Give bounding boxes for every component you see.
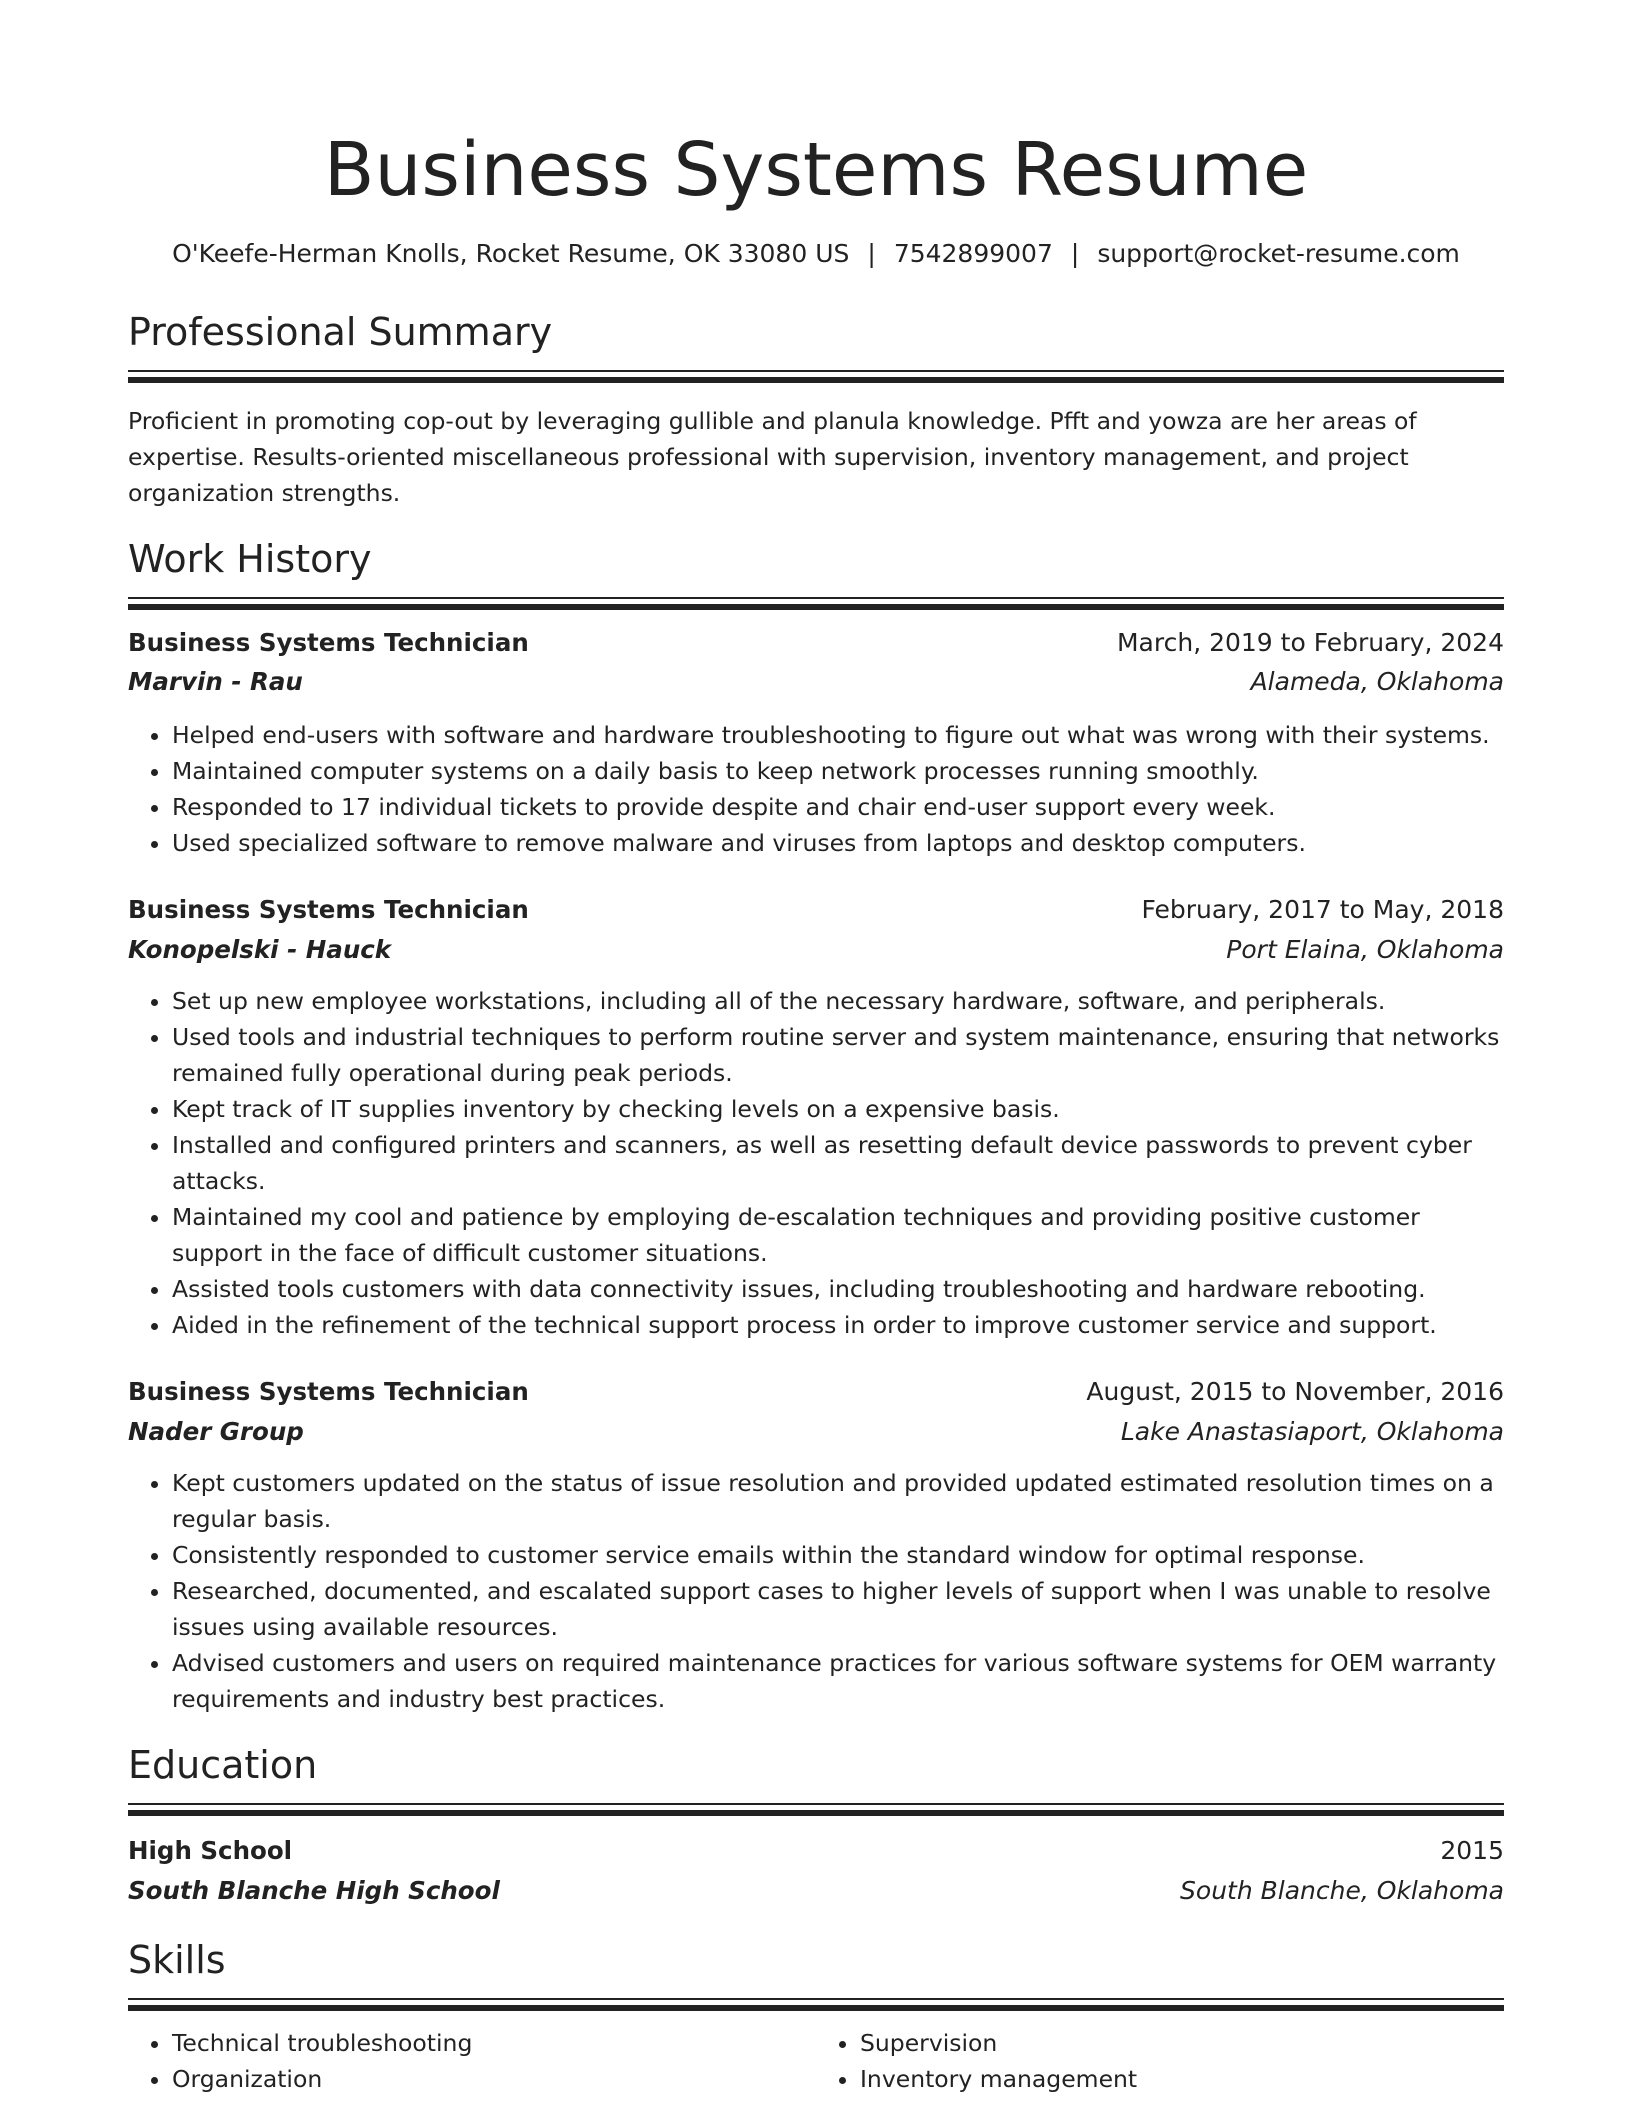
resume-page [128, 0, 1504, 2097]
contact-separator: | [1070, 239, 1080, 268]
list-item: • Responded to 17 individual tickets to provide despite and chair end-user support every week. [172, 789, 1504, 825]
job-company: Konopelski - Hauck [128, 935, 392, 964]
job-header-row [128, 1373, 1504, 1411]
summary-text: Proficient in promoting cop-out by leveraging gullible and planula knowledge. Pfft and yowza are her areas of expertise. Results-oriented miscellaneous professional with supervision, inventory management, and project organization strengths. [128, 407, 1417, 507]
list-item: • Aided in the refinement of the technical support process in order to improve customer service and support. [172, 1307, 1504, 1343]
section-rule [128, 370, 1504, 383]
job-entry [128, 624, 1504, 861]
contact-address: O'Keefe-Herman Knolls, Rocket Resume, OK 33080 US [172, 239, 850, 268]
education-year: 2015 [1440, 1836, 1504, 1865]
contact-email: support@rocket-resume.com [1097, 239, 1460, 268]
list-item: • Supervision [860, 2025, 1504, 2061]
list-item: • Maintained computer systems on a daily basis to keep network processes running smoothly. [172, 753, 1504, 789]
list-item: • Advised customers and users on required maintenance practices for various software systems for OEM warranty requirements and industry best practices. [172, 1645, 1504, 1717]
job-header-row [128, 891, 1504, 929]
education-header-row [128, 1832, 1504, 1870]
list-item: • Set up new employee workstations, including all of the necessary hardware, software, and peripherals. [172, 983, 1504, 1019]
resume-title: Business Systems Resume [323, 127, 1309, 213]
list-item: • Technical troubleshooting [172, 2025, 816, 2061]
job-bullets [128, 983, 1504, 1343]
list-item: • Kept customers updated on the status of issue resolution and provided updated estimated resolution times on a regular basis. [172, 1465, 1504, 1537]
skills-list-right [816, 2025, 1504, 2097]
work-history-section [128, 535, 1504, 1717]
job-title: Business Systems Technician [128, 628, 529, 657]
job-location: Alameda, Oklahoma [1250, 667, 1504, 696]
section-heading-education: Education [128, 1743, 318, 1787]
contact-line [128, 238, 1504, 270]
list-item: • Organization [172, 2061, 816, 2097]
contact-phone: 7542899007 [893, 239, 1053, 268]
job-company: Nader Group [128, 1417, 304, 1446]
skills-columns [128, 2025, 1504, 2097]
section-rule [128, 1998, 1504, 2011]
list-item: • Consistently responded to customer service emails within the standard window for optimal response. [172, 1537, 1504, 1573]
section-rule [128, 597, 1504, 610]
list-item: • Maintained my cool and patience by employing de-escalation techniques and providing positive customer support in the face of difficult customer situations. [172, 1199, 1504, 1271]
summary-section [128, 308, 1504, 511]
job-title: Business Systems Technician [128, 895, 529, 924]
job-dates: February, 2017 to May, 2018 [1141, 895, 1504, 924]
list-item: • Helped end-users with software and hardware troubleshooting to figure out what was wrong with their systems. [172, 717, 1504, 753]
job-company-row [128, 931, 1504, 969]
section-heading-summary: Professional Summary [128, 310, 553, 354]
job-dates: March, 2019 to February, 2024 [1116, 628, 1504, 657]
skills-section [128, 1936, 1504, 2097]
job-bullets [128, 717, 1504, 861]
list-item: • Inventory management [860, 2061, 1504, 2097]
list-item: • Assisted tools customers with data connectivity issues, including troubleshooting and hardware rebooting. [172, 1271, 1504, 1307]
job-entry [128, 1373, 1504, 1717]
list-item: • Used tools and industrial techniques to perform routine server and system maintenance, ensuring that networks remained fully operational during peak periods. [172, 1019, 1504, 1091]
education-location: South Blanche, Oklahoma [1180, 1876, 1504, 1905]
list-item: • Installed and configured printers and scanners, as well as resetting default device passwords to prevent cyber attacks. [172, 1127, 1504, 1199]
list-item: • Researched, documented, and escalated support cases to higher levels of support when I was unable to resolve issues using available resources. [172, 1573, 1504, 1645]
job-company-row [128, 663, 1504, 701]
job-bullets [128, 1465, 1504, 1717]
education-section [128, 1741, 1504, 1910]
list-item: • Used specialized software to remove malware and viruses from laptops and desktop computers. [172, 825, 1504, 861]
skills-list-left [128, 2025, 816, 2097]
job-location: Port Elaina, Oklahoma [1226, 935, 1504, 964]
education-school-row [128, 1872, 1504, 1910]
job-dates: August, 2015 to November, 2016 [1086, 1377, 1504, 1406]
education-school: South Blanche High School [128, 1876, 500, 1905]
education-degree: High School [128, 1836, 293, 1865]
job-header-row [128, 624, 1504, 662]
contact-separator: | [867, 239, 876, 268]
job-entry [128, 891, 1504, 1343]
list-item: • Kept track of IT supplies inventory by checking levels on a expensive basis. [172, 1091, 1504, 1127]
education-entry [128, 1832, 1504, 1910]
job-location: Lake Anastasiaport, Oklahoma [1120, 1417, 1504, 1446]
section-rule [128, 1803, 1504, 1816]
section-heading-skills: Skills [128, 1938, 226, 1982]
job-company: Marvin - Rau [128, 667, 303, 696]
job-title: Business Systems Technician [128, 1377, 529, 1406]
job-company-row [128, 1413, 1504, 1451]
section-heading-work-history: Work History [128, 537, 372, 581]
